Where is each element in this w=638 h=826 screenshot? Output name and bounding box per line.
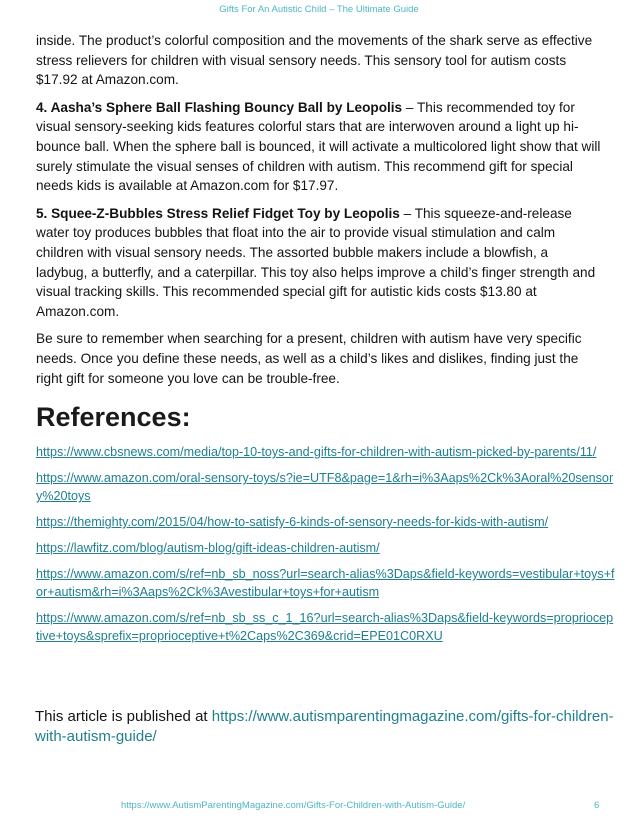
footer-url: https://www.AutismParentingMagazine.com/Gifts-For-Children-with-Autism-Guide/ (121, 800, 466, 811)
page-number: 6 (594, 800, 600, 811)
item-description: – This squeeze-and-release water toy produces bubbles that float into the air to provide visual stimulation and calm children with visual sensory needs. The assorted bubble makers include a blowfish, a ladybug, a butterfly, and a caterpillar. This toy also helps improve a child’s finger strength and visual tracking skills. This recommended special gift for autistic kids costs $13.80 at Amazon.com. (36, 205, 596, 319)
reference-link[interactable]: https://lawfitz.com/blog/autism-blog/gift-ideas-children-autism/ (36, 541, 380, 556)
article-body (36, 31, 615, 653)
published-link[interactable]: https://www.autismparentingmagazine.com/gifts-for-children-with-autism-guide/ (35, 708, 614, 745)
page-header: Gifts For An Autistic Child – The Ultimate Guide (219, 4, 419, 15)
item-title: 4. Aasha’s Sphere Ball Flashing Bouncy Ball by Leopolis (36, 99, 403, 115)
paragraph-item-5 (36, 204, 602, 322)
published-prefix: This article is published at (35, 708, 212, 725)
paragraph-text: inside. The product’s colorful composition and the movements of the shark serve as effective stress relievers for children with visual sensory needs. This sensory tool for autism costs $17.92 at Amazon.com. (36, 33, 593, 88)
reference-link[interactable]: https://www.amazon.com/oral-sensory-toys/s?ie=UTF8&page=1&rh=i%3Aaps%2Ck%3Aoral%20sensory%20toys (36, 471, 614, 504)
item-title: 5. Squee-Z-Bubbles Stress Relief Fidget Toy by Leopolis (36, 205, 400, 221)
reference-link[interactable]: https://www.cbsnews.com/media/top-10-toys-and-gifts-for-children-with-autism-picked-by-parents/11/ (36, 445, 597, 460)
paragraph-intro (36, 31, 602, 90)
reference-link[interactable]: https://www.amazon.com/s/ref=nb_sb_ss_c_1_16?url=search-alias%3Daps&field-keywords=proprioceptive+toys&sprefix=proprioceptive+t%2Caps%2C369&crid=EPE01C0RXU (36, 611, 614, 644)
item-description: – This recommended toy for visual sensory-seeking kids features colorful stars that are interwoven around a light up hi-bounce ball. When the sphere ball is bounced, it will activate a multicolored light show that will surely stimulate the visual senses of children with autism. This recommend gift for special needs kids is available at Amazon.com for $17.97. (36, 99, 601, 194)
published-note (35, 707, 615, 747)
references-heading: References: (36, 402, 191, 433)
reference-link[interactable]: https://themighty.com/2015/04/how-to-satisfy-6-kinds-of-sensory-needs-for-kids-with-autism/ (36, 515, 549, 530)
paragraph-item-4 (36, 98, 602, 196)
paragraph-text: Be sure to remember when searching for a present, children with autism have very specific needs. Once you define these needs, as well as a child’s likes and dislikes, finding just the right gift for someone you love can be trouble-free. (36, 331, 582, 386)
reference-link[interactable]: https://www.amazon.com/s/ref=nb_sb_noss?url=search-alias%3Daps&field-keywords=vestibular+toys+for+autism&rh=i%3Aaps%2Ck%3Avestibular+toys+for+autism (36, 567, 615, 600)
paragraph-conclusion (36, 329, 602, 388)
